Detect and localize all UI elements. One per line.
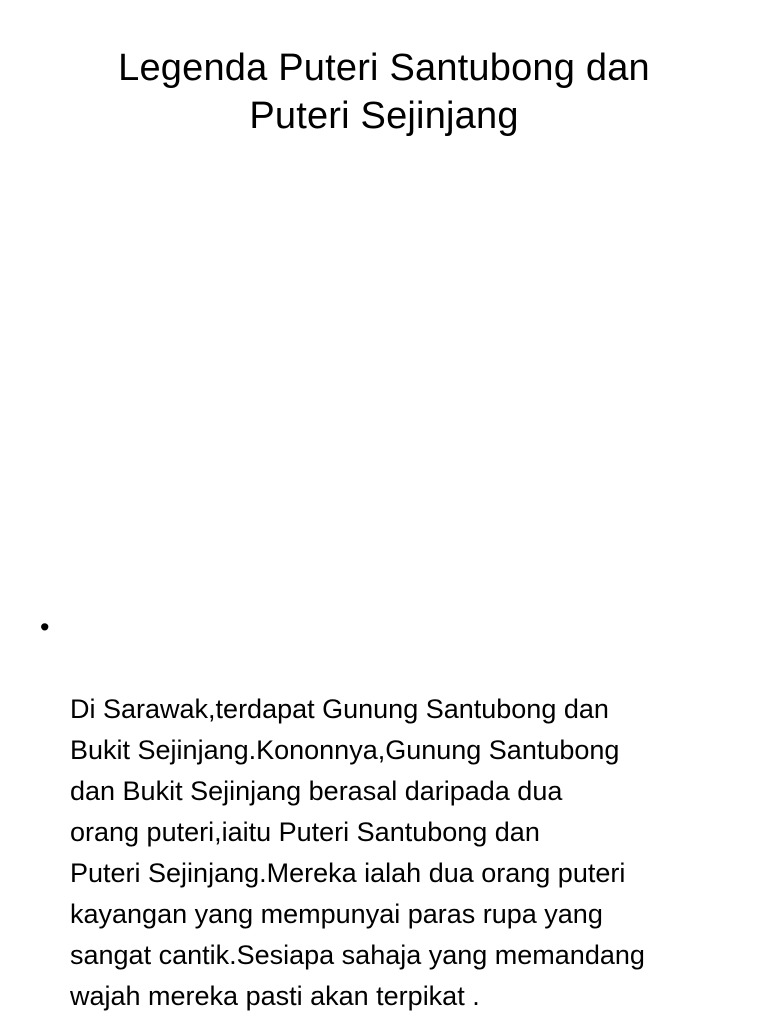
- bullet-icon: •: [40, 612, 50, 642]
- bullet-list: [40, 607, 740, 1017]
- bullet-item: [40, 607, 740, 1017]
- slide-title: Legenda Puteri Santubong dan Puteri Sejinjang: [118, 47, 650, 137]
- bullet-text: Di Sarawak,terdapat Gunung Santubong dan Bukit Sejinjang.Kononnya,Gunung Santubong dan Bukit Sejinjang berasal daripada dua orang puteri,iaitu Puteri Santubong dan Puteri Sejinjang.Mereka ialah dua orang puteri kayangan yang mempunyai paras rupa yang sangat cantik.Sesiapa sahaja yang memandang wajah mereka pasti akan terpikat .: [70, 694, 645, 1011]
